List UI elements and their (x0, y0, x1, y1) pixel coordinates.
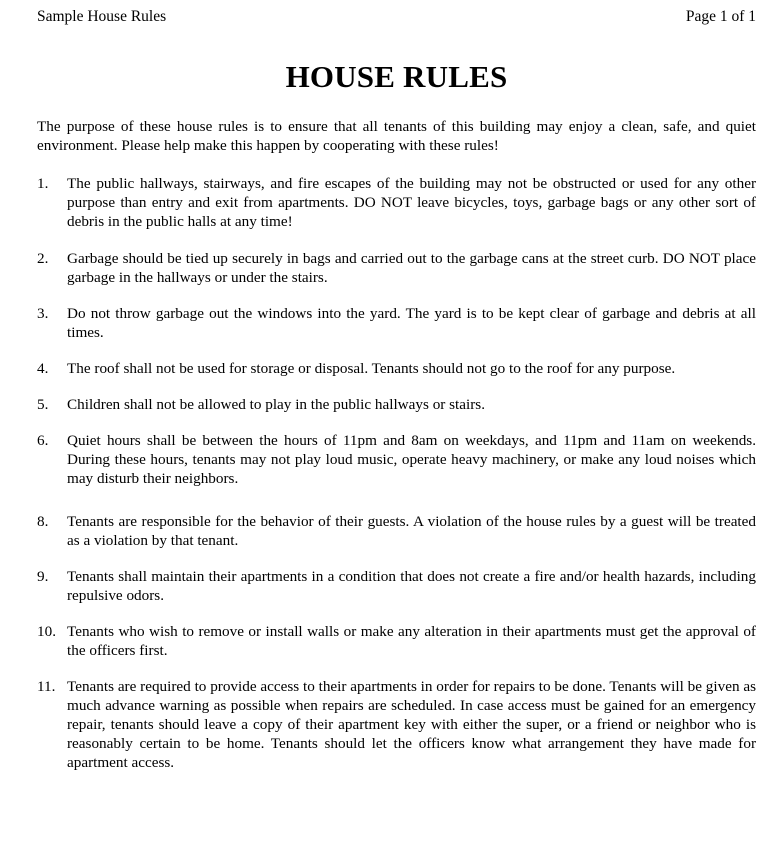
rule-item (37, 512, 756, 550)
rule-number: 5. (37, 396, 49, 413)
rule-number: 10. (37, 623, 56, 640)
rule-number: 9. (37, 568, 49, 585)
rule-number: 1. (37, 175, 49, 192)
rule-number: 2. (37, 250, 49, 267)
rule-text: Tenants are responsible for the behavior of their guests. A violation of the house rules by a guest will be treated as a violation by that tenant. (67, 513, 756, 549)
rule-number: 4. (37, 360, 49, 377)
rule-item (37, 431, 756, 488)
rule-text: Quiet hours shall be between the hours of 11pm and 8am on weekdays, and 11pm and 11am on weekends. During these hours, tenants may not play loud music, operate heavy machinery, or make any loud noises which may disturb their neighbors. (67, 432, 756, 487)
rule-text: Tenants shall maintain their apartments in a condition that does not create a fire and/or health hazards, including repulsive odors. (67, 568, 756, 604)
intro-paragraph: The purpose of these house rules is to ensure that all tenants of this building may enjoy a clean, safe, and quiet environment. Please help make this happen by cooperating with these rules! (37, 118, 756, 154)
rule-number: 11. (37, 678, 56, 695)
rule-item (37, 567, 756, 605)
rule-item (37, 677, 756, 772)
document-title: HOUSE RULES (285, 59, 508, 94)
rule-item (37, 174, 756, 231)
rule-item (37, 622, 756, 660)
rule-text: Tenants who wish to remove or install walls or make any alteration in their apartments must get the approval of the officers first. (67, 623, 756, 659)
rule-text: Children shall not be allowed to play in the public hallways or stairs. (67, 396, 485, 413)
rule-number: 3. (37, 305, 49, 322)
rule-number: 6. (37, 432, 49, 449)
header-document-name: Sample House Rules (37, 8, 167, 25)
header-page-number: Page 1 of 1 (685, 8, 756, 25)
rule-text: The roof shall not be used for storage or disposal. Tenants should not go to the roof for any purpose. (67, 360, 676, 377)
page-header (37, 7, 756, 26)
rule-item (37, 359, 756, 378)
rule-item (37, 304, 756, 342)
rule-item (37, 249, 756, 287)
rules-list (37, 174, 756, 772)
rule-text: Do not throw garbage out the windows into the yard. The yard is to be kept clear of garbage and debris at all times. (67, 305, 756, 341)
document-body (37, 117, 756, 772)
rule-text: The public hallways, stairways, and fire escapes of the building may not be obstructed or used for any other purpose than entry and exit from apartments. DO NOT leave bicycles, toys, garbage bags or any other sort of debris in the public halls at any time! (67, 175, 756, 230)
rule-item (37, 395, 756, 414)
rule-text: Garbage should be tied up securely in bags and carried out to the garbage cans at the street curb. DO NOT place garbage in the hallways or under the stairs. (67, 250, 756, 286)
rule-text: Tenants are required to provide access to their apartments in order for repairs to be done. Tenants will be given as much advance warning as possible when repairs are scheduled. In case access must be gained for an emergency repair, tenants should leave a copy of their apartment key with either the super, or a friend or neighbor who is reasonably certain to be home. Tenants should let the officers know what arrangement they have made for apartment access. (67, 678, 756, 771)
rule-number: 8. (37, 513, 49, 530)
